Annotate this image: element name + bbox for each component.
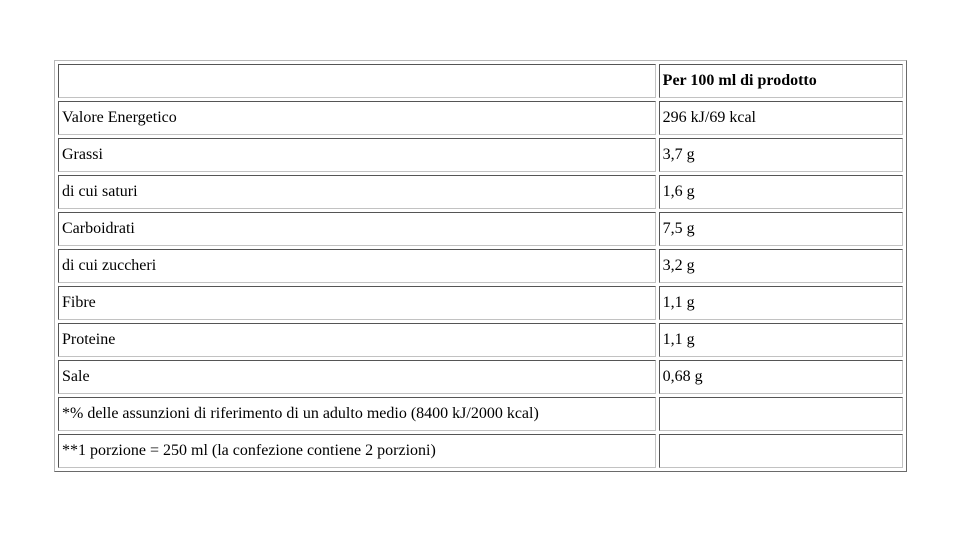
table-row [58, 175, 903, 209]
table-row [58, 397, 903, 431]
footnote-value-cell [659, 397, 903, 431]
table-row [58, 286, 903, 320]
nutrient-name-cell: di cui saturi [58, 175, 656, 209]
header-value-cell: Per 100 ml di prodotto [659, 64, 903, 98]
footnote-cell: **1 porzione = 250 ml (la confezione contiene 2 porzioni) [58, 434, 656, 468]
table-row [58, 323, 903, 357]
footnote-value-cell [659, 434, 903, 468]
nutrient-name-cell: Carboidrati [58, 212, 656, 246]
nutrient-value-cell: 3,2 g [659, 249, 903, 283]
nutrient-name-cell: Proteine [58, 323, 656, 357]
table-row [58, 360, 903, 394]
table-row [58, 138, 903, 172]
nutrient-name-cell: Sale [58, 360, 656, 394]
nutrient-value-cell: 1,6 g [659, 175, 903, 209]
nutrient-value-cell: 3,7 g [659, 138, 903, 172]
nutrient-value-cell: 296 kJ/69 kcal [659, 101, 903, 135]
nutrient-value-cell: 0,68 g [659, 360, 903, 394]
header-name-cell [58, 64, 656, 98]
nutrient-name-cell: Fibre [58, 286, 656, 320]
footnote-cell: *% delle assunzioni di riferimento di un adulto medio (8400 kJ/2000 kcal) [58, 397, 656, 431]
nutrient-value-cell: 7,5 g [659, 212, 903, 246]
nutrient-name-cell: Valore Energetico [58, 101, 656, 135]
table-row [58, 249, 903, 283]
nutrient-value-cell: 1,1 g [659, 286, 903, 320]
table-row [58, 434, 903, 468]
nutrition-table [54, 60, 907, 472]
table-row [58, 212, 903, 246]
table-header-row [58, 64, 903, 98]
nutrient-value-cell: 1,1 g [659, 323, 903, 357]
nutrient-name-cell: Grassi [58, 138, 656, 172]
nutrient-name-cell: di cui zuccheri [58, 249, 656, 283]
table-row [58, 101, 903, 135]
